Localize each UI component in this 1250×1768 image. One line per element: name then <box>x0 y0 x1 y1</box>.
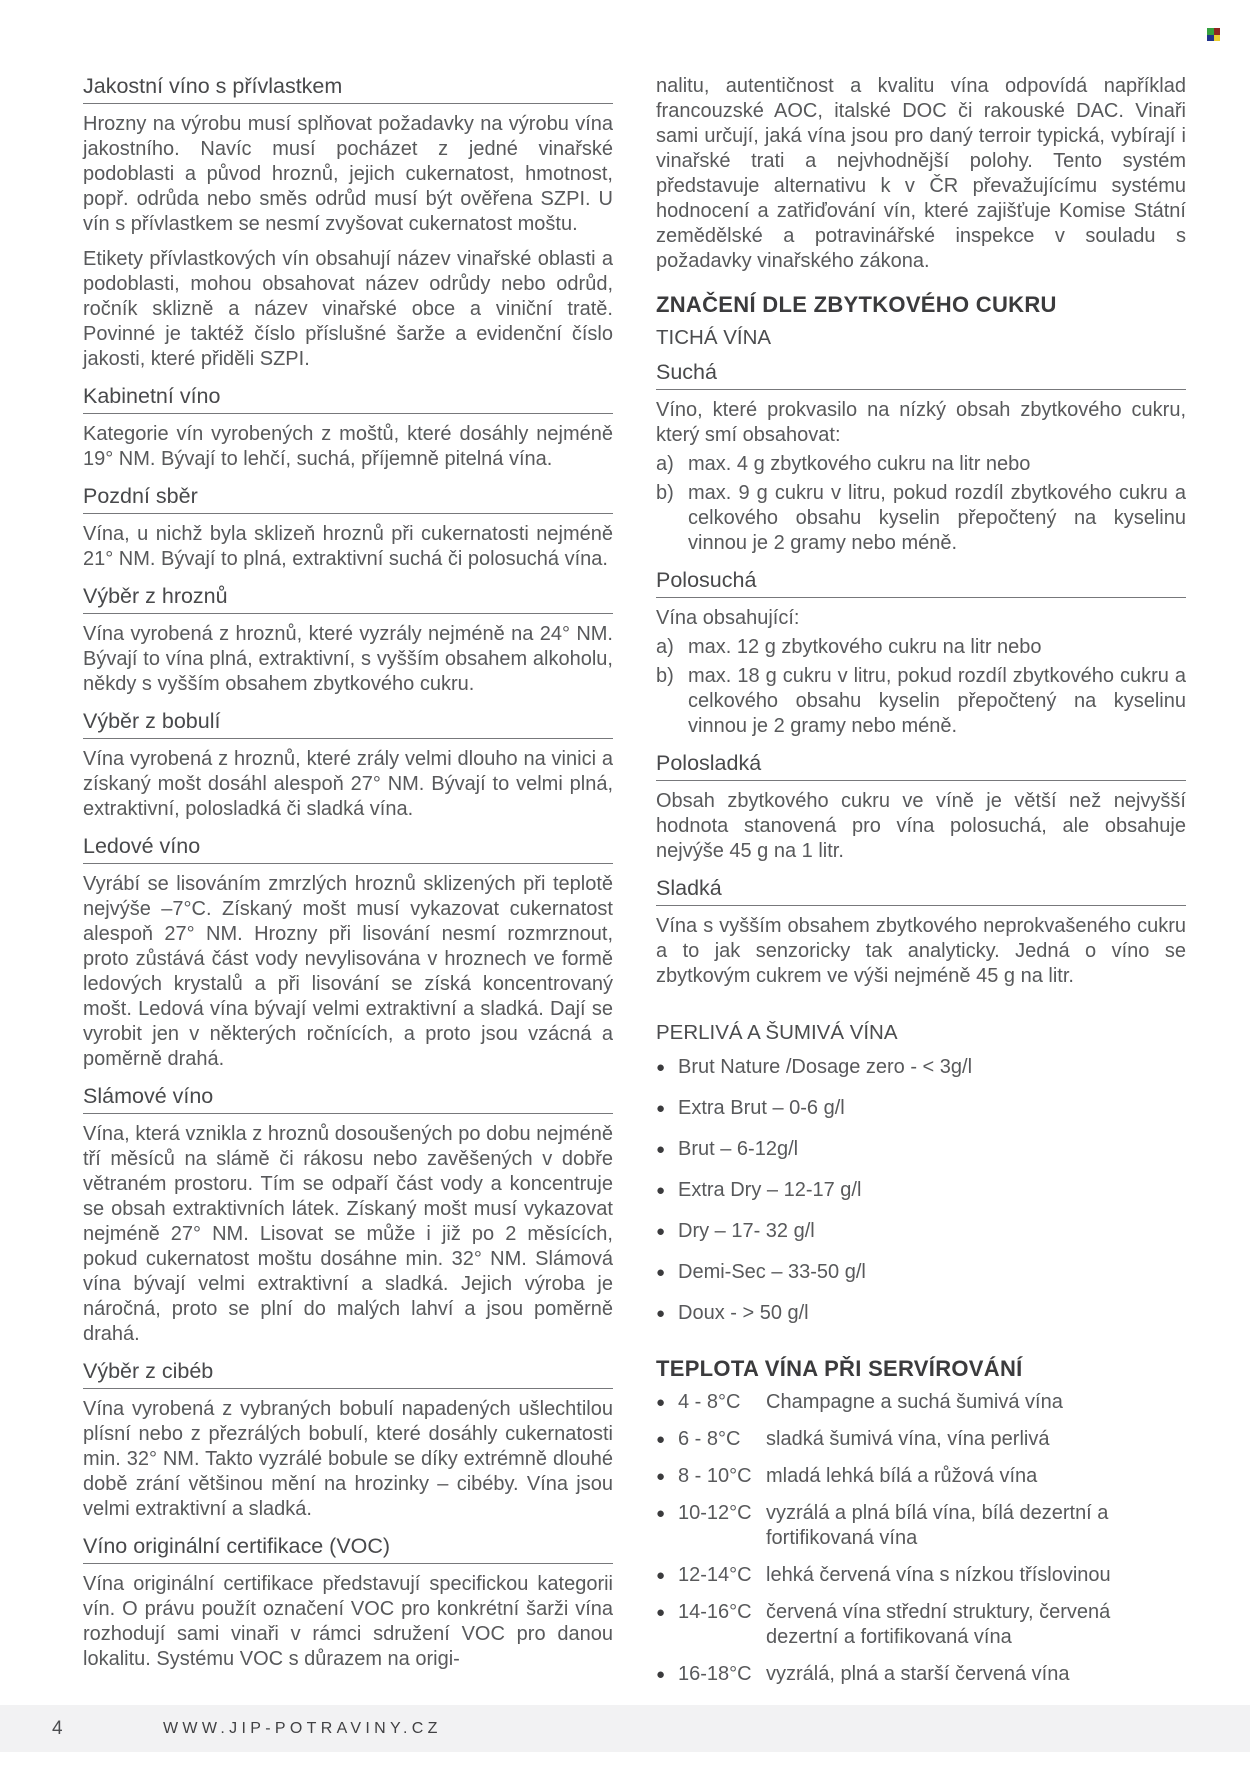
sparkling-item-text: Extra Brut – 0-6 g/l <box>678 1097 845 1119</box>
sparkling-item <box>656 1301 1186 1326</box>
category-item-a <box>656 452 1186 477</box>
bullet-icon: ● <box>656 1059 666 1076</box>
bullet-icon: ● <box>656 1468 666 1485</box>
bullet-icon: ● <box>656 1666 666 1683</box>
section-kabinetni-vino <box>83 384 613 472</box>
category-polosucha <box>656 568 1186 739</box>
section-paragraph: Hrozny na výrobu musí splňovat požadavky na výrobu vína jakostního. Navíc musí pocházet z jedné vinařské podoblasti a původ hroznů, jejich cukernatost, hmotnost, popř. odrůda nebo směs odrůd musí být ověřena SZPI. U vín s přívlastkem se nesmí zvyšovat cukernatost moštu. <box>83 113 613 235</box>
temperature-row <box>656 1501 1186 1551</box>
temp-value: 6 - 8°C <box>678 1428 741 1450</box>
temp-value: 8 - 10°C <box>678 1465 752 1487</box>
temperature-row <box>656 1390 1186 1415</box>
voc-continuation-paragraph: nalitu, autentičnost a kvalitu vína odpovídá například francouzské AOC, italské DOC či rakouské DAC. Vinaři sami určují, jaká vína jsou pro daný terroir typická, vybírají i vinařské trati a nejvhodnější polohy. Tento systém představuje alternativu k v ČR převažujícímu systému hodnocení a zatřiďování vín, které zajišťuje Komise Státní zemědělské a potravinářské inspekce v souladu s požadavky vinařského zákona. <box>656 75 1186 272</box>
bullet-icon: ● <box>656 1394 666 1411</box>
sparkling-wines-title: PERLIVÁ A ŠUMIVÁ VÍNA <box>656 1021 898 1044</box>
section-heading: Výběr z cibéb <box>83 1359 613 1389</box>
section-paragraph: Vína originální certifikace představují specifickou kategorii vín. O právu použít označení VOC pro konkrétní šarži vína rozhodují sami vinaři v rámci sdružení VOC pro danou lokalitu. Systému VOC s důrazem na origi- <box>83 1573 613 1670</box>
temp-value: 16-18°C <box>678 1663 752 1685</box>
sparkling-item-text: Dry – 17- 32 g/l <box>678 1220 815 1242</box>
content-columns <box>83 74 1186 1699</box>
section-heading: Ledové víno <box>83 834 613 864</box>
item-text: max. 4 g zbytkového cukru na litr nebo <box>688 453 1031 475</box>
section-paragraph: Vína vyrobená z vybraných bobulí napadených ušlechtilou plísní nebo z přezrálých bobulí, které dosáhly cukernatosti min. 32° NM. Takto vyzrálé bobule se díky extrémně dlouhé době zrání většinou mění na hrozinky – cibéby. Vína jsou velmi extraktivní a sladká. <box>83 1398 613 1520</box>
bullet-icon: ● <box>656 1264 666 1281</box>
bullet-icon: ● <box>656 1223 666 1240</box>
category-heading: Polosladká <box>656 751 1186 781</box>
category-intro: Obsah zbytkového cukru ve víně je větší než nejvyšší hodnota stanovená pro vína polosuchá, ale obsahuje nejvýše 45 g na 1 litr. <box>656 790 1186 862</box>
category-item-a <box>656 635 1186 660</box>
category-heading: Suchá <box>656 360 1186 390</box>
category-intro: Vína s vyšším obsahem zbytkového neprokvašeného cukru a to jak senzoricky tak analyticky. Jedná o víno se zbytkovým cukrem ve výši nejméně 45 g na litr. <box>656 915 1186 987</box>
temp-description: mladá lehká bílá a růžová vína <box>766 1465 1038 1487</box>
still-wines-subtitle: TICHÁ VÍNA <box>656 326 772 349</box>
footer-url: WWW.JIP-POTRAVINY.CZ <box>163 1719 442 1737</box>
temperature-row <box>656 1427 1186 1452</box>
category-heading: Polosuchá <box>656 568 1186 598</box>
temp-value: 10-12°C <box>678 1502 752 1524</box>
right-column <box>656 74 1186 1699</box>
section-paragraph: Vína vyrobená z hroznů, které zrály velmi dlouho na vinici a získaný mošt dosáhl alespoň 27° NM. Bývají to velmi plná, extraktivní, polosladká či sladká vína. <box>83 748 613 820</box>
section-vyber-z-hroznu <box>83 584 613 697</box>
temperature-row <box>656 1464 1186 1489</box>
sparkling-item <box>656 1055 1186 1080</box>
bullet-icon: ● <box>656 1431 666 1448</box>
page-number: 4 <box>52 1717 63 1739</box>
temperature-row <box>656 1662 1186 1687</box>
temp-description: vyzrálá, plná a starší červená vína <box>766 1663 1070 1685</box>
sugar-marking-title: ZNAČENÍ DLE ZBYTKOVÉHO CUKRU <box>656 292 1057 317</box>
category-sucha <box>656 360 1186 556</box>
temp-description: vyzrálá a plná bílá vína, bílá dezertní a fortifikovaná vína <box>766 1502 1109 1549</box>
category-polosladka <box>656 751 1186 864</box>
section-heading: Jakostní víno s přívlastkem <box>83 74 613 104</box>
section-heading: Slámové víno <box>83 1084 613 1114</box>
section-voc <box>83 1534 613 1672</box>
temp-description: lehká červená vína s nízkou tříslovinou <box>766 1564 1111 1586</box>
section-heading: Výběr z hroznů <box>83 584 613 614</box>
sparkling-item <box>656 1260 1186 1285</box>
section-paragraph: Etikety přívlastkových vín obsahují název vinařské oblasti a podoblasti, mohou obsahovat název odrůdy nebo odrůd, ročník sklizně a název vinařské obce a viniční tratě. Povinné je taktéž číslo příslušné šarže a evidenční číslo jakosti, které přiděli SZPI. <box>83 248 613 370</box>
section-heading: Výběr z bobulí <box>83 709 613 739</box>
footer-bar <box>0 1705 1250 1752</box>
category-sladka <box>656 876 1186 989</box>
section-paragraph: Kategorie vín vyrobených z moštů, které dosáhly nejméně 19° NM. Bývají to lehčí, suchá, příjemně pitelná vína. <box>83 423 613 470</box>
item-text: max. 9 g cukru v litru, pokud rozdíl zbytkového cukru a celkového obsahu kyselin přepočtený na kyselinu vinnou je 2 gramy nebo méně. <box>688 482 1186 554</box>
section-slamove-vino <box>83 1084 613 1347</box>
bullet-icon: ● <box>656 1604 666 1621</box>
category-item-b <box>656 664 1186 739</box>
section-heading: Kabinetní víno <box>83 384 613 414</box>
sparkling-item-text: Doux - > 50 g/l <box>678 1302 809 1324</box>
left-column <box>83 74 613 1699</box>
temp-value: 12-14°C <box>678 1564 752 1586</box>
section-paragraph: Vína, která vznikla z hroznů dosoušených po dobu nejméně tří měsíců na slámě či rákosu nebo zavěšených v dobře větraném prostoru. Tím se odpaří část vody a koncentruje se obsah extraktivních látek. Získaný mošt musí vykazovat nejméně 27° NM. Lisovat se může i již po 2 měsících, pokud cukernatost moštu dosáhne min. 32° NM. Slámová vína bývají velmi extraktivní a sladká. Jejich výroba je náročná, proto se plní do malých lahví a jsou poměrně drahá. <box>83 1123 613 1345</box>
item-label: b) <box>656 665 674 687</box>
section-pozdni-sber <box>83 484 613 572</box>
category-intro: Vína obsahující: <box>656 607 800 629</box>
temp-description: sladká šumivá vína, vína perlivá <box>766 1428 1050 1450</box>
sparkling-item <box>656 1137 1186 1162</box>
section-vyber-z-cibeb <box>83 1359 613 1522</box>
temp-description: červená vína střední struktury, červená dezertní a fortifikovaná vína <box>766 1601 1111 1648</box>
item-label: a) <box>656 453 674 475</box>
item-text: max. 18 g cukru v litru, pokud rozdíl zbytkového cukru a celkového obsahu kyselin přepočtený na kyselinu vinnou je 2 gramy nebo méně. <box>688 665 1186 737</box>
category-heading: Sladká <box>656 876 1186 906</box>
logo-square-yellow <box>1214 35 1221 42</box>
section-paragraph: Vyrábí se lisováním zmrzlých hroznů sklizených při teplotě nejvýše –7°C. Získaný mošt musí vykazovat cukernatost alespoň 27° NM. Hrozny při lisování nesmí rozmrznout, proto zůstává část vody nevylisována v hroznech ve formě ledových krystalů a při lisování se získá koncentrovaný mošt. Ledová vína bývají velmi extraktivní a sladká. Dají se vyrobit jen v některých ročnících, a proto jsou vzácná a poměrně drahá. <box>83 873 613 1070</box>
bullet-icon: ● <box>656 1505 666 1522</box>
item-label: a) <box>656 636 674 658</box>
bullet-icon: ● <box>656 1141 666 1158</box>
sparkling-item <box>656 1178 1186 1203</box>
sparkling-item-text: Extra Dry – 12-17 g/l <box>678 1179 862 1201</box>
item-label: b) <box>656 482 674 504</box>
section-heading: Pozdní sběr <box>83 484 613 514</box>
temp-value: 4 - 8°C <box>678 1391 741 1413</box>
sparkling-item-text: Demi-Sec – 33-50 g/l <box>678 1261 866 1283</box>
item-text: max. 12 g zbytkového cukru na litr nebo <box>688 636 1042 658</box>
temp-value: 14-16°C <box>678 1601 752 1623</box>
sparkling-item <box>656 1219 1186 1244</box>
bullet-icon: ● <box>656 1305 666 1322</box>
category-intro: Víno, které prokvasilo na nízký obsah zbytkového cukru, který smí obsahovat: <box>656 399 1186 446</box>
section-paragraph: Vína, u nichž byla sklizeň hroznů při cukernatosti nejméně 21° NM. Bývají to plná, extraktivní suchá či polosuchá vína. <box>83 523 613 570</box>
sparkling-item-text: Brut – 6-12g/l <box>678 1138 799 1160</box>
brand-logo-icon <box>1207 28 1220 41</box>
category-item-b <box>656 481 1186 556</box>
bullet-icon: ● <box>656 1182 666 1199</box>
bullet-icon: ● <box>656 1567 666 1584</box>
section-vyber-z-bobuli <box>83 709 613 822</box>
section-ledove-vino <box>83 834 613 1072</box>
sparkling-item-text: Brut Nature /Dosage zero - < 3g/l <box>678 1056 973 1078</box>
temperature-row <box>656 1563 1186 1588</box>
bullet-icon: ● <box>656 1100 666 1117</box>
section-paragraph: Vína vyrobená z hroznů, které vyzrály nejméně na 24° NM. Bývají to vína plná, extraktivní, s vyšším obsahem alkoholu, někdy s vyšším obsahem zbytkového cukru. <box>83 623 613 695</box>
section-heading: Víno originální certifikace (VOC) <box>83 1534 613 1564</box>
section-jakostni-vino <box>83 74 613 372</box>
sparkling-item <box>656 1096 1186 1121</box>
serving-temperature-title: TEPLOTA VÍNA PŘI SERVÍROVÁNÍ <box>656 1356 1023 1381</box>
temp-description: Champagne a suchá šumivá vína <box>766 1391 1063 1413</box>
temperature-row <box>656 1600 1186 1650</box>
